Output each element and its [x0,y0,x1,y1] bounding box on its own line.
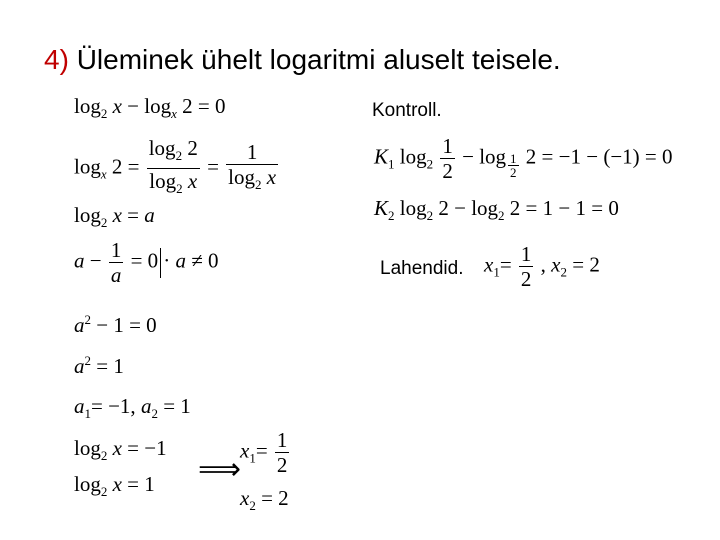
root-x1: $x_1=$ $\frac{1}{2}$ [240,428,288,477]
task-title: Üleminek ühelt logaritmi aluselt teisele. [76,44,561,75]
check-k2: $K_2$ $\log_2 2 - \log_2 2 = 1 - 1 = 0$ [374,196,619,223]
check-label: Kontroll. [372,100,442,121]
equation-7: $a_1= -1$, $a_2 = 1$ [74,394,191,421]
equation-8: $\log_2 x = -1$ [74,436,167,463]
equation-5: $a^2 - 1 = 0$ [74,312,157,337]
solutions-values: $x_1=$ $\frac{1}{2}$ , $x_2 = 2$ [484,242,600,291]
equation-3: $\log_2 x = a$ [74,203,155,230]
equation-1: $\log_2 x - \log_x 2 = 0$ [74,94,226,121]
implies-arrow-icon: ⟹ [198,453,242,486]
solutions-label: Lahendid. [380,258,464,279]
equation-4: a − $\frac{1}{a}$ = 0 · a ≠ 0 [74,238,219,287]
equation-6: $a^2 = 1$ [74,353,124,378]
check-k1: $K_1$ $\log_2$ $\frac{1}{2}$ − log $\frac{1}{2}$ 2 = −1 − (−1) = 0 [374,134,673,183]
equation-9: $\log_2 x = 1$ [74,472,155,499]
equation-2: $\log_x 2$ = $\frac{\log_2 2}{\log_2 x}$ = $\frac{1}{\log_2 x}$ [74,136,277,196]
root-x2: $x_2 = 2$ [240,486,289,513]
slide-title [44,44,561,76]
task-number: 4) [44,44,69,75]
